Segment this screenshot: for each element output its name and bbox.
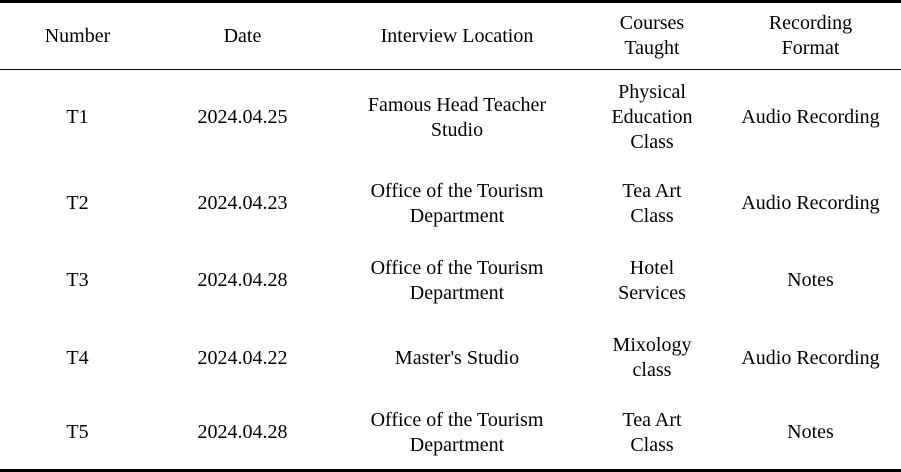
cell-courses: Physical Education Class (611, 81, 693, 154)
cell-number: T1 (66, 106, 89, 129)
cell-courses: Tea Art Class (584, 397, 720, 471)
cell-number: T3 (66, 269, 89, 291)
cell-courses: Tea Art Class (622, 179, 682, 227)
cell-format: Audio Recording (741, 346, 880, 369)
cell-location: Office of the Tourism Department (330, 397, 584, 471)
header-date: Date (155, 2, 330, 70)
header-number: Number (0, 2, 155, 70)
header-location: Interview Location (330, 2, 584, 70)
cell-number: T2 (66, 192, 89, 214)
cell-location: Master's Studio (394, 346, 520, 369)
cell-date: 2024.04.28 (155, 397, 330, 471)
cell-courses: Mixology class (612, 334, 692, 381)
table-row (0, 166, 901, 242)
cell-number: T4 (66, 346, 89, 369)
cell-format: Audio Recording (741, 192, 880, 214)
table-header (0, 2, 901, 70)
header-row (0, 2, 901, 70)
cell-location: Office of the Tourism Department (370, 179, 544, 227)
cell-location: Office of the Tourism Department (370, 256, 544, 304)
table-body (0, 70, 901, 471)
cell-date: 2024.04.22 (197, 346, 288, 369)
cell-format: Audio Recording (741, 106, 880, 129)
cell-date: 2024.04.28 (197, 269, 288, 291)
table-row (0, 70, 901, 166)
table-row (0, 242, 901, 320)
cell-date: 2024.04.23 (197, 192, 288, 214)
cell-date: 2024.04.25 (197, 106, 288, 129)
cell-format: Notes (787, 269, 834, 291)
table-row (0, 397, 901, 471)
cell-courses: Hotel Services (618, 256, 686, 304)
table-row (0, 320, 901, 397)
header-courses: Courses Taught (584, 2, 720, 70)
header-format: Recording Format (720, 2, 901, 70)
cell-number: T5 (0, 397, 155, 471)
cell-location: Famous Head Teacher Studio (367, 93, 547, 141)
cell-format: Notes (720, 397, 901, 471)
